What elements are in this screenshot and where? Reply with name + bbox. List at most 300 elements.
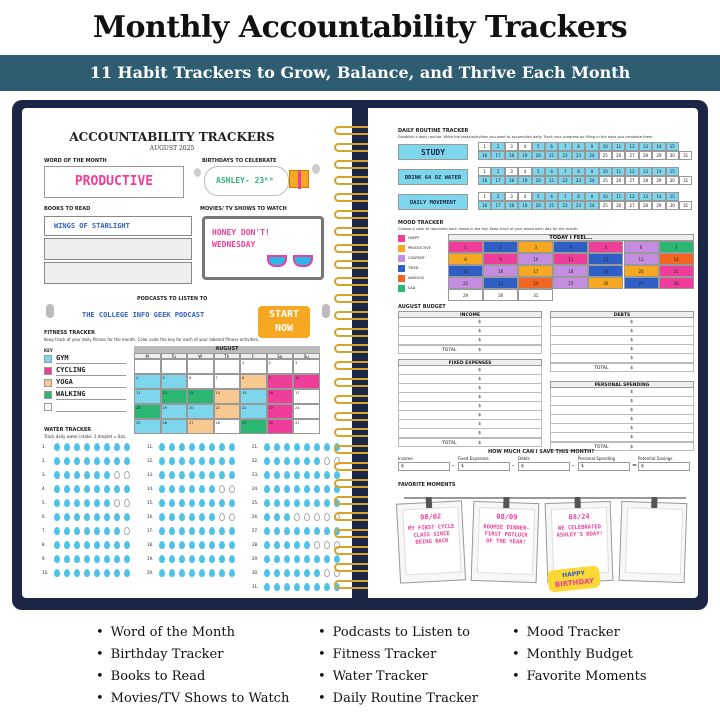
routine-day[interactable]: 28 <box>639 176 652 185</box>
water-droplet-icon[interactable] <box>294 513 300 521</box>
personal-spending-table-row[interactable] <box>550 406 694 415</box>
water-droplet-icon[interactable] <box>159 555 165 563</box>
routine-day[interactable]: 12 <box>625 167 638 176</box>
water-droplet-icon[interactable] <box>264 471 270 479</box>
routine-day[interactable]: 9 <box>585 167 598 176</box>
water-droplet-icon[interactable] <box>284 527 290 535</box>
routine-day[interactable]: 14 <box>652 192 665 201</box>
water-droplet-icon[interactable] <box>304 569 310 577</box>
water-droplet-icon[interactable] <box>284 541 290 549</box>
water-droplet-icon[interactable] <box>64 527 70 535</box>
water-droplet-icon[interactable] <box>274 443 280 451</box>
debts-table-row[interactable] <box>550 345 694 354</box>
income-table-total-row[interactable] <box>398 345 542 354</box>
water-droplet-icon[interactable] <box>124 499 130 507</box>
water-droplet-icon[interactable] <box>159 443 165 451</box>
routine-day[interactable]: 3 <box>505 142 518 151</box>
routine-day[interactable]: 5 <box>532 142 545 151</box>
calendar-day[interactable] <box>214 404 241 419</box>
water-droplet-icon[interactable] <box>324 499 330 507</box>
water-droplet-icon[interactable] <box>159 569 165 577</box>
routine-day[interactable]: 28 <box>639 151 652 160</box>
water-droplet-icon[interactable] <box>219 499 225 507</box>
mood-day[interactable]: 20 <box>624 265 659 277</box>
water-droplet-icon[interactable] <box>199 443 205 451</box>
water-droplet-icon[interactable] <box>94 527 100 535</box>
water-droplet-icon[interactable] <box>179 513 185 521</box>
water-droplet-icon[interactable] <box>189 513 195 521</box>
water-droplet-icon[interactable] <box>54 485 60 493</box>
water-droplet-icon[interactable] <box>314 443 320 451</box>
calendar-day[interactable] <box>161 404 188 419</box>
water-droplet-icon[interactable] <box>229 569 235 577</box>
calendar-day[interactable] <box>161 374 188 389</box>
water-droplet-icon[interactable] <box>324 513 330 521</box>
water-droplet-icon[interactable] <box>304 527 310 535</box>
mood-day[interactable]: 7 <box>659 241 694 253</box>
water-droplet-icon[interactable] <box>324 569 330 577</box>
water-droplet-icon[interactable] <box>274 471 280 479</box>
water-droplet-icon[interactable] <box>94 457 100 465</box>
routine-day[interactable]: 20 <box>532 151 545 160</box>
routine-day[interactable]: 9 <box>585 192 598 201</box>
routine-day[interactable]: 27 <box>625 151 638 160</box>
water-droplet-icon[interactable] <box>64 555 70 563</box>
water-droplet-icon[interactable] <box>219 443 225 451</box>
water-droplet-icon[interactable] <box>324 471 330 479</box>
water-droplet-icon[interactable] <box>189 527 195 535</box>
water-droplet-icon[interactable] <box>229 499 235 507</box>
mood-day[interactable]: 9 <box>483 253 518 265</box>
water-droplet-icon[interactable] <box>104 485 110 493</box>
debts-table-row[interactable] <box>550 318 694 327</box>
routine-day[interactable]: 22 <box>558 201 571 210</box>
fixed-expenses-table-row[interactable] <box>398 402 542 411</box>
water-droplet-icon[interactable] <box>189 471 195 479</box>
water-droplet-icon[interactable] <box>209 569 215 577</box>
water-droplet-icon[interactable] <box>294 527 300 535</box>
water-droplet-icon[interactable] <box>314 555 320 563</box>
water-droplet-icon[interactable] <box>219 471 225 479</box>
fixed-expenses-table-row[interactable] <box>398 393 542 402</box>
water-droplet-icon[interactable] <box>284 457 290 465</box>
water-droplet-icon[interactable] <box>114 555 120 563</box>
water-droplet-icon[interactable] <box>64 541 70 549</box>
water-droplet-icon[interactable] <box>64 499 70 507</box>
routine-day[interactable]: 11 <box>612 192 625 201</box>
routine-day[interactable]: 8 <box>572 192 585 201</box>
water-droplet-icon[interactable] <box>229 457 235 465</box>
water-droplet-icon[interactable] <box>304 555 310 563</box>
calendar-day[interactable] <box>214 419 241 434</box>
routine-day[interactable]: 31 <box>679 176 692 185</box>
routine-day[interactable]: 5 <box>532 192 545 201</box>
water-droplet-icon[interactable] <box>264 527 270 535</box>
water-droplet-icon[interactable] <box>169 527 175 535</box>
water-droplet-icon[interactable] <box>274 527 280 535</box>
calendar-day[interactable] <box>267 389 294 404</box>
water-droplet-icon[interactable] <box>274 541 280 549</box>
water-droplet-icon[interactable] <box>274 485 280 493</box>
routine-day[interactable]: 25 <box>599 201 612 210</box>
routine-day[interactable]: 23 <box>572 151 585 160</box>
water-droplet-icon[interactable] <box>124 485 130 493</box>
water-droplet-icon[interactable] <box>274 499 280 507</box>
routine-day[interactable]: 28 <box>639 201 652 210</box>
calendar-day[interactable] <box>240 404 267 419</box>
water-droplet-icon[interactable] <box>169 443 175 451</box>
routine-day[interactable]: 16 <box>478 176 491 185</box>
routine-day[interactable]: 4 <box>518 167 531 176</box>
routine-day[interactable]: 17 <box>491 151 504 160</box>
routine-day[interactable]: 10 <box>599 142 612 151</box>
water-droplet-icon[interactable] <box>324 485 330 493</box>
water-droplet-icon[interactable] <box>294 555 300 563</box>
water-droplet-icon[interactable] <box>294 569 300 577</box>
water-droplet-icon[interactable] <box>114 471 120 479</box>
water-droplet-icon[interactable] <box>274 569 280 577</box>
water-droplet-icon[interactable] <box>229 485 235 493</box>
water-droplet-icon[interactable] <box>54 443 60 451</box>
mood-day[interactable]: 13 <box>624 253 659 265</box>
calendar-day[interactable] <box>240 374 267 389</box>
water-droplet-icon[interactable] <box>179 541 185 549</box>
routine-day[interactable]: 27 <box>625 176 638 185</box>
debts-table-row[interactable] <box>550 354 694 363</box>
water-droplet-icon[interactable] <box>84 443 90 451</box>
water-droplet-icon[interactable] <box>159 541 165 549</box>
personal-spending-table-row[interactable] <box>550 388 694 397</box>
water-droplet-icon[interactable] <box>284 443 290 451</box>
water-droplet-icon[interactable] <box>104 457 110 465</box>
routine-day[interactable]: 15 <box>666 192 679 201</box>
water-droplet-icon[interactable] <box>159 527 165 535</box>
water-droplet-icon[interactable] <box>304 443 310 451</box>
mood-day[interactable]: 8 <box>448 253 483 265</box>
water-droplet-icon[interactable] <box>199 485 205 493</box>
water-droplet-icon[interactable] <box>124 555 130 563</box>
water-droplet-icon[interactable] <box>94 443 100 451</box>
income-table-row[interactable] <box>398 327 542 336</box>
savings-input[interactable] <box>518 462 570 471</box>
water-droplet-icon[interactable] <box>219 485 225 493</box>
water-droplet-icon[interactable] <box>229 555 235 563</box>
water-droplet-icon[interactable] <box>209 443 215 451</box>
routine-day[interactable]: 6 <box>545 192 558 201</box>
calendar-day[interactable] <box>293 359 320 374</box>
calendar-day[interactable] <box>214 389 241 404</box>
routine-day[interactable]: 23 <box>572 176 585 185</box>
calendar-day[interactable] <box>134 419 161 434</box>
water-droplet-icon[interactable] <box>169 555 175 563</box>
water-droplet-icon[interactable] <box>324 527 330 535</box>
water-droplet-icon[interactable] <box>64 471 70 479</box>
water-droplet-icon[interactable] <box>294 583 300 591</box>
water-droplet-icon[interactable] <box>294 541 300 549</box>
water-droplet-icon[interactable] <box>284 583 290 591</box>
mood-day[interactable]: 5 <box>588 241 623 253</box>
water-droplet-icon[interactable] <box>94 555 100 563</box>
personal-spending-table-row[interactable] <box>550 397 694 406</box>
water-droplet-icon[interactable] <box>179 471 185 479</box>
calendar-day[interactable] <box>293 419 320 434</box>
mood-day[interactable]: 15 <box>448 265 483 277</box>
calendar-day[interactable] <box>161 389 188 404</box>
calendar-day[interactable] <box>187 374 214 389</box>
routine-day[interactable]: 3 <box>505 167 518 176</box>
water-droplet-icon[interactable] <box>304 499 310 507</box>
routine-day[interactable]: 10 <box>599 167 612 176</box>
routine-day[interactable]: 17 <box>491 176 504 185</box>
mood-day[interactable]: 1 <box>448 241 483 253</box>
water-droplet-icon[interactable] <box>304 583 310 591</box>
mood-day[interactable]: 21 <box>659 265 694 277</box>
water-droplet-icon[interactable] <box>169 541 175 549</box>
routine-day[interactable]: 10 <box>599 192 612 201</box>
water-droplet-icon[interactable] <box>199 457 205 465</box>
water-droplet-icon[interactable] <box>314 457 320 465</box>
routine-day[interactable]: 26 <box>612 176 625 185</box>
water-droplet-icon[interactable] <box>114 569 120 577</box>
routine-day[interactable]: 30 <box>666 201 679 210</box>
routine-day[interactable]: 24 <box>585 151 598 160</box>
water-droplet-icon[interactable] <box>84 485 90 493</box>
savings-input[interactable] <box>638 462 690 471</box>
routine-day[interactable]: 19 <box>518 176 531 185</box>
calendar-day[interactable] <box>240 359 267 374</box>
calendar-day[interactable] <box>134 359 161 374</box>
water-droplet-icon[interactable] <box>74 541 80 549</box>
calendar-day[interactable] <box>267 419 294 434</box>
water-droplet-icon[interactable] <box>314 471 320 479</box>
water-droplet-icon[interactable] <box>304 471 310 479</box>
routine-day[interactable]: 19 <box>518 151 531 160</box>
routine-day[interactable]: 29 <box>652 151 665 160</box>
routine-day[interactable]: 26 <box>612 151 625 160</box>
routine-day[interactable]: 31 <box>679 201 692 210</box>
water-droplet-icon[interactable] <box>189 499 195 507</box>
water-droplet-icon[interactable] <box>229 443 235 451</box>
water-droplet-icon[interactable] <box>314 513 320 521</box>
water-droplet-icon[interactable] <box>159 485 165 493</box>
water-droplet-icon[interactable] <box>94 499 100 507</box>
mood-day[interactable]: 25 <box>553 277 588 289</box>
calendar-day[interactable] <box>214 359 241 374</box>
water-droplet-icon[interactable] <box>159 457 165 465</box>
water-droplet-icon[interactable] <box>314 583 320 591</box>
calendar-day[interactable] <box>187 419 214 434</box>
routine-day[interactable]: 2 <box>491 167 504 176</box>
routine-day[interactable]: 11 <box>612 142 625 151</box>
mood-day[interactable]: 27 <box>624 277 659 289</box>
water-droplet-icon[interactable] <box>114 443 120 451</box>
water-droplet-icon[interactable] <box>94 569 100 577</box>
mood-day[interactable]: 10 <box>518 253 553 265</box>
water-droplet-icon[interactable] <box>219 541 225 549</box>
fixed-expenses-table-row[interactable] <box>398 420 542 429</box>
water-droplet-icon[interactable] <box>324 583 330 591</box>
water-droplet-icon[interactable] <box>179 527 185 535</box>
water-droplet-icon[interactable] <box>64 569 70 577</box>
water-droplet-icon[interactable] <box>314 541 320 549</box>
routine-day[interactable]: 29 <box>652 176 665 185</box>
routine-day[interactable]: 24 <box>585 176 598 185</box>
mood-day[interactable]: 11 <box>553 253 588 265</box>
water-droplet-icon[interactable] <box>94 541 100 549</box>
water-droplet-icon[interactable] <box>179 569 185 577</box>
debts-table-row[interactable] <box>550 336 694 345</box>
mood-day[interactable]: 29 <box>448 289 483 301</box>
routine-day[interactable]: 21 <box>545 176 558 185</box>
savings-input[interactable] <box>458 462 510 471</box>
routine-day[interactable]: 13 <box>639 192 652 201</box>
water-droplet-icon[interactable] <box>64 485 70 493</box>
mood-day[interactable]: 16 <box>483 265 518 277</box>
water-droplet-icon[interactable] <box>209 499 215 507</box>
routine-day[interactable]: 16 <box>478 201 491 210</box>
water-droplet-icon[interactable] <box>169 485 175 493</box>
calendar-day[interactable] <box>161 419 188 434</box>
water-droplet-icon[interactable] <box>94 471 100 479</box>
routine-day[interactable]: 22 <box>558 151 571 160</box>
water-droplet-icon[interactable] <box>294 443 300 451</box>
water-droplet-icon[interactable] <box>209 513 215 521</box>
routine-day[interactable]: 30 <box>666 176 679 185</box>
routine-day[interactable]: 1 <box>478 192 491 201</box>
water-droplet-icon[interactable] <box>324 555 330 563</box>
fixed-expenses-table-total-row[interactable] <box>398 438 542 447</box>
water-droplet-icon[interactable] <box>199 527 205 535</box>
fixed-expenses-table-row[interactable] <box>398 429 542 438</box>
routine-day[interactable]: 21 <box>545 201 558 210</box>
calendar-day[interactable] <box>293 404 320 419</box>
water-droplet-icon[interactable] <box>74 555 80 563</box>
water-droplet-icon[interactable] <box>104 527 110 535</box>
water-droplet-icon[interactable] <box>74 457 80 465</box>
water-droplet-icon[interactable] <box>274 457 280 465</box>
water-droplet-icon[interactable] <box>169 499 175 507</box>
water-droplet-icon[interactable] <box>209 457 215 465</box>
water-droplet-icon[interactable] <box>54 541 60 549</box>
water-droplet-icon[interactable] <box>284 485 290 493</box>
water-droplet-icon[interactable] <box>284 471 290 479</box>
water-droplet-icon[interactable] <box>84 527 90 535</box>
water-droplet-icon[interactable] <box>104 513 110 521</box>
routine-day[interactable]: 2 <box>491 142 504 151</box>
routine-day[interactable]: 19 <box>518 201 531 210</box>
calendar-day[interactable] <box>134 404 161 419</box>
water-droplet-icon[interactable] <box>94 513 100 521</box>
water-droplet-icon[interactable] <box>179 499 185 507</box>
water-droplet-icon[interactable] <box>199 541 205 549</box>
water-droplet-icon[interactable] <box>64 443 70 451</box>
water-droplet-icon[interactable] <box>114 541 120 549</box>
calendar-day[interactable] <box>267 374 294 389</box>
mood-day[interactable]: 14 <box>659 253 694 265</box>
water-droplet-icon[interactable] <box>274 583 280 591</box>
water-droplet-icon[interactable] <box>74 499 80 507</box>
water-droplet-icon[interactable] <box>199 513 205 521</box>
mood-day[interactable]: 4 <box>553 241 588 253</box>
moment-photo[interactable] <box>471 501 540 583</box>
personal-spending-table-row[interactable] <box>550 424 694 433</box>
routine-day[interactable]: 7 <box>558 142 571 151</box>
routine-day[interactable]: 29 <box>652 201 665 210</box>
routine-day[interactable]: 6 <box>545 167 558 176</box>
routine-day[interactable]: 14 <box>652 167 665 176</box>
water-droplet-icon[interactable] <box>159 499 165 507</box>
water-droplet-icon[interactable] <box>229 513 235 521</box>
water-droplet-icon[interactable] <box>324 443 330 451</box>
routine-day[interactable]: 8 <box>572 142 585 151</box>
water-droplet-icon[interactable] <box>219 457 225 465</box>
routine-day[interactable]: 27 <box>625 201 638 210</box>
calendar-day[interactable] <box>214 374 241 389</box>
calendar-day[interactable] <box>240 419 267 434</box>
water-droplet-icon[interactable] <box>274 513 280 521</box>
water-droplet-icon[interactable] <box>169 457 175 465</box>
water-droplet-icon[interactable] <box>94 485 100 493</box>
personal-spending-table-row[interactable] <box>550 415 694 424</box>
fixed-expenses-table-row[interactable] <box>398 375 542 384</box>
water-droplet-icon[interactable] <box>189 443 195 451</box>
calendar-day[interactable] <box>134 389 161 404</box>
water-droplet-icon[interactable] <box>74 471 80 479</box>
water-droplet-icon[interactable] <box>264 555 270 563</box>
personal-spending-table-row[interactable] <box>550 433 694 442</box>
water-droplet-icon[interactable] <box>124 527 130 535</box>
calendar-day[interactable] <box>267 359 294 374</box>
routine-day[interactable]: 1 <box>478 167 491 176</box>
water-droplet-icon[interactable] <box>104 569 110 577</box>
water-droplet-icon[interactable] <box>304 513 310 521</box>
debts-table-total-row[interactable] <box>550 363 694 372</box>
water-droplet-icon[interactable] <box>189 569 195 577</box>
water-droplet-icon[interactable] <box>219 513 225 521</box>
routine-day[interactable]: 11 <box>612 167 625 176</box>
mood-day[interactable]: 12 <box>588 253 623 265</box>
income-table-row[interactable] <box>398 336 542 345</box>
water-droplet-icon[interactable] <box>104 499 110 507</box>
water-droplet-icon[interactable] <box>104 443 110 451</box>
mood-day[interactable]: 3 <box>518 241 553 253</box>
mood-day[interactable]: 22 <box>448 277 483 289</box>
water-droplet-icon[interactable] <box>159 471 165 479</box>
water-droplet-icon[interactable] <box>264 457 270 465</box>
routine-day[interactable]: 4 <box>518 142 531 151</box>
routine-day[interactable]: 2 <box>491 192 504 201</box>
water-droplet-icon[interactable] <box>284 555 290 563</box>
mood-day[interactable]: 26 <box>588 277 623 289</box>
calendar-day[interactable] <box>267 404 294 419</box>
routine-day[interactable]: 6 <box>545 142 558 151</box>
water-droplet-icon[interactable] <box>219 569 225 577</box>
moment-photo[interactable] <box>619 501 688 583</box>
mood-day[interactable]: 24 <box>518 277 553 289</box>
water-droplet-icon[interactable] <box>264 569 270 577</box>
water-droplet-icon[interactable] <box>84 541 90 549</box>
water-droplet-icon[interactable] <box>219 527 225 535</box>
water-droplet-icon[interactable] <box>84 499 90 507</box>
water-droplet-icon[interactable] <box>114 499 120 507</box>
water-droplet-icon[interactable] <box>294 499 300 507</box>
water-droplet-icon[interactable] <box>169 569 175 577</box>
water-droplet-icon[interactable] <box>104 471 110 479</box>
water-droplet-icon[interactable] <box>114 527 120 535</box>
income-table-row[interactable] <box>398 318 542 327</box>
water-droplet-icon[interactable] <box>219 555 225 563</box>
water-droplet-icon[interactable] <box>64 513 70 521</box>
